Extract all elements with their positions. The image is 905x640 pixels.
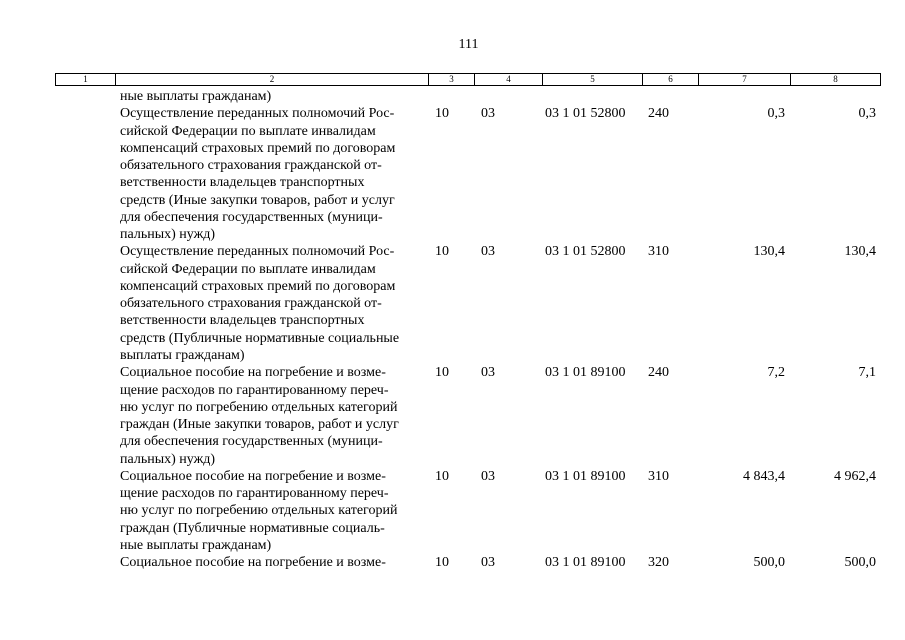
cell-col-5 <box>542 88 642 105</box>
cell-col-6 <box>642 105 698 243</box>
cell-col-7 <box>698 105 790 243</box>
cell-col-2 <box>115 243 428 364</box>
cell-col-2 <box>115 88 428 105</box>
text-line: обязательного страхования гражданской от- <box>120 296 382 312</box>
text-line: щение расходов по гарантированному переч- <box>120 382 389 398</box>
cell-col-7 <box>698 554 790 571</box>
cell-col-3 <box>428 364 474 468</box>
cell-col-6 <box>642 88 698 105</box>
cell-value: 500,0 <box>844 555 876 571</box>
cell-col-5 <box>542 554 642 571</box>
cell-value: 10 <box>435 365 449 381</box>
cell-col-1 <box>55 468 115 554</box>
cell-col-3 <box>428 243 474 364</box>
text-line: для обеспечения государственных (муници- <box>120 209 383 225</box>
cell-value: 03 1 01 89100 <box>545 555 626 571</box>
text-line: ные выплаты гражданам) <box>120 537 272 553</box>
cell-col-3 <box>428 554 474 571</box>
cell-col-2 <box>115 364 428 468</box>
cell-value: 03 1 01 89100 <box>545 468 626 484</box>
cell-value: 03 <box>481 555 495 571</box>
text-line: ветственности владельцев транспортных <box>120 175 365 191</box>
header-cell-3: 3 <box>429 74 475 86</box>
text-line: щение расходов по гарантированному переч- <box>120 486 389 502</box>
cell-value: 03 1 01 89100 <box>545 365 626 381</box>
cell-col-6 <box>642 468 698 554</box>
cell-col-5 <box>542 468 642 554</box>
cell-value: 240 <box>648 365 669 381</box>
cell-col-5 <box>542 364 642 468</box>
text-line: компенсаций страховых премий по договорам <box>120 140 396 156</box>
cell-col-7 <box>698 468 790 554</box>
table-body <box>55 88 880 571</box>
text-line: средств (Публичные нормативные социальные <box>120 330 400 346</box>
cell-col-2 <box>115 105 428 243</box>
cell-col-1 <box>55 364 115 468</box>
header-cell-2: 2 <box>116 74 429 86</box>
cell-value: 310 <box>648 468 669 484</box>
cell-col-7 <box>698 88 790 105</box>
text-line: Социальное пособие на погребение и возме- <box>120 468 386 484</box>
cell-col-1 <box>55 554 115 571</box>
text-line: граждан (Иные закупки товаров, работ и услуг <box>120 417 399 433</box>
text-line: ню услуг по погребению отдельных категорий <box>120 399 398 415</box>
table-row <box>55 468 880 554</box>
cell-value: 03 <box>481 468 495 484</box>
cell-value: 240 <box>648 106 669 122</box>
cell-value: 03 1 01 52800 <box>545 106 626 122</box>
cell-col-4 <box>474 364 542 468</box>
header-row <box>56 74 881 86</box>
cell-col-2 <box>115 468 428 554</box>
cell-value: 0,3 <box>858 106 876 122</box>
cell-col-1 <box>55 243 115 364</box>
text-line: Социальное пособие на погребение и возме- <box>120 365 386 381</box>
table-row <box>55 88 880 105</box>
table-row <box>55 364 880 468</box>
header-cell-5: 5 <box>543 74 643 86</box>
text-line: граждан (Публичные нормативные социаль- <box>120 520 385 536</box>
cell-col-3 <box>428 468 474 554</box>
text-line: обязательного страхования гражданской от- <box>120 158 382 174</box>
header-cell-8: 8 <box>791 74 881 86</box>
cell-value: 10 <box>435 555 449 571</box>
cell-col-8 <box>790 243 880 364</box>
table-row <box>55 243 880 364</box>
cell-col-8 <box>790 105 880 243</box>
cell-col-8 <box>790 468 880 554</box>
cell-value: 10 <box>435 468 449 484</box>
text-line: ные выплаты гражданам) <box>120 89 272 104</box>
text-line: ню услуг по погребению отдельных категорий <box>120 503 398 519</box>
cell-value: 130,4 <box>844 244 876 260</box>
cell-value: 4 843,4 <box>743 468 785 484</box>
cell-col-4 <box>474 554 542 571</box>
cell-col-1 <box>55 88 115 105</box>
cell-value: 10 <box>435 106 449 122</box>
text-line: выплаты гражданам) <box>120 347 245 363</box>
text-line: пальных) нужд) <box>120 227 216 243</box>
cell-col-6 <box>642 364 698 468</box>
cell-value: 4 962,4 <box>834 468 876 484</box>
text-line: Осуществление переданных полномочий Рос- <box>120 244 395 260</box>
cell-col-6 <box>642 243 698 364</box>
text-line: сийской Федерации по выплате инвалидам <box>120 261 376 277</box>
cell-value: 7,2 <box>767 365 785 381</box>
cell-value: 320 <box>648 555 669 571</box>
text-line: сийской Федерации по выплате инвалидам <box>120 123 376 139</box>
cell-value: 130,4 <box>753 244 785 260</box>
cell-col-8 <box>790 88 880 105</box>
text-line: Осуществление переданных полномочий Рос- <box>120 106 395 122</box>
cell-col-3 <box>428 105 474 243</box>
text-line: ветственности владельцев транспортных <box>120 313 365 329</box>
cell-col-4 <box>474 243 542 364</box>
cell-value: 500,0 <box>753 555 785 571</box>
cell-col-7 <box>698 364 790 468</box>
header-cell-4: 4 <box>475 74 543 86</box>
budget-table <box>55 88 880 571</box>
cell-value: 03 <box>481 365 495 381</box>
table-row <box>55 105 880 243</box>
cell-col-8 <box>790 554 880 571</box>
cell-value: 10 <box>435 244 449 260</box>
cell-value: 03 <box>481 244 495 260</box>
cell-col-1 <box>55 105 115 243</box>
cell-col-7 <box>698 243 790 364</box>
header-cell-1: 1 <box>56 74 116 86</box>
cell-value: 7,1 <box>858 365 876 381</box>
header-cell-6: 6 <box>643 74 699 86</box>
cell-value: 03 1 01 52800 <box>545 244 626 260</box>
cell-col-8 <box>790 364 880 468</box>
cell-col-4 <box>474 105 542 243</box>
cell-value: 310 <box>648 244 669 260</box>
cell-col-5 <box>542 105 642 243</box>
cell-col-3 <box>428 88 474 105</box>
cell-col-4 <box>474 88 542 105</box>
text-line: Социальное пособие на погребение и возме- <box>120 555 386 571</box>
cell-col-2 <box>115 554 428 571</box>
text-line: средств (Иные закупки товаров, работ и услуг <box>120 192 395 208</box>
table-row <box>55 554 880 571</box>
cell-col-6 <box>642 554 698 571</box>
text-line: пальных) нужд) <box>120 451 216 467</box>
page-number: 111 <box>458 37 479 52</box>
cell-col-4 <box>474 468 542 554</box>
text-line: для обеспечения государственных (муници- <box>120 434 383 450</box>
text-line: компенсаций страховых премий по договорам <box>120 278 396 294</box>
column-number-header <box>55 73 881 86</box>
cell-value: 03 <box>481 106 495 122</box>
cell-col-5 <box>542 243 642 364</box>
cell-value: 0,3 <box>767 106 785 122</box>
header-cell-7: 7 <box>699 74 791 86</box>
